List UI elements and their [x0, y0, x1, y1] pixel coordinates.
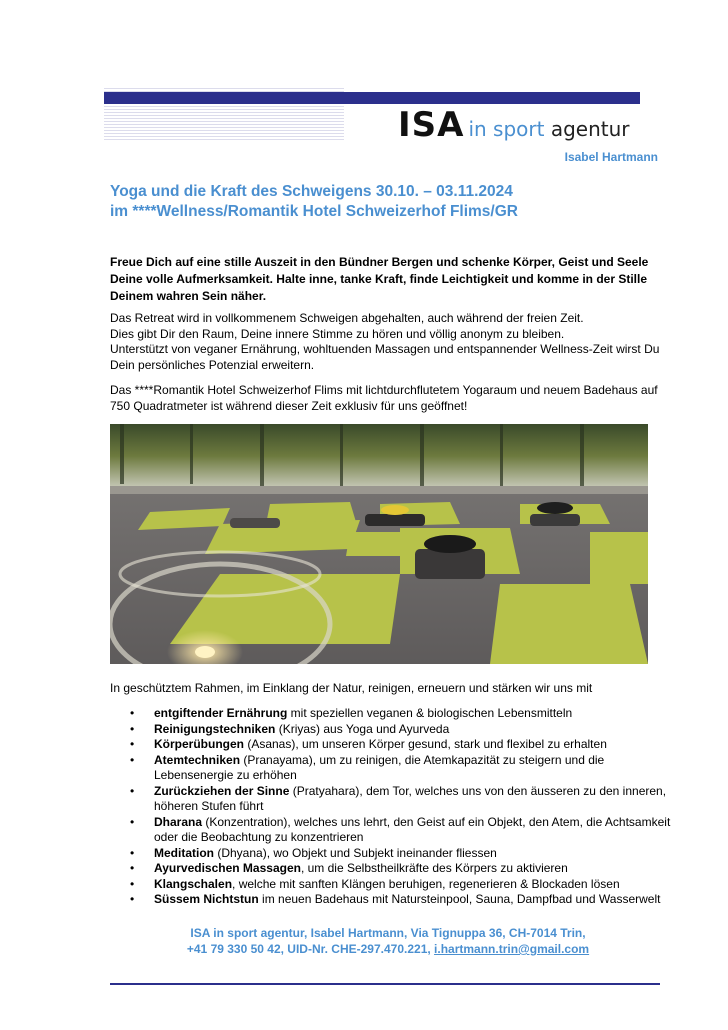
bullet-icon: • — [130, 876, 135, 891]
bullet-icon: • — [130, 737, 135, 751]
footer-contact — [110, 925, 666, 957]
feature-bold: Körperübungen — [154, 737, 244, 751]
features-list — [110, 706, 680, 908]
retreat-paragraph — [110, 311, 676, 373]
feature-bold: Dharana — [154, 814, 203, 829]
yoga-room-photo — [110, 424, 648, 664]
bullet-icon: • — [130, 783, 135, 798]
bullet-icon: • — [130, 721, 135, 736]
paragraph-line: Das Retreat wird in vollkommenem Schweigen abgehalten, auch während der freien Zeit. — [110, 311, 584, 325]
list-item — [110, 722, 680, 738]
page-title — [110, 182, 670, 222]
feature-text: im neuen Badehaus mit Natursteinpool, Sauna, Dampfbad und Wasserwelt — [258, 892, 661, 906]
feature-bold: Ayurvedischen Massagen — [154, 861, 301, 875]
feature-bold: Zurückziehen der Sinne — [154, 783, 290, 798]
features-lead: In geschütztem Rahmen, im Einklang der Natur, reinigen, erneuern und stärken wir uns mit — [110, 681, 593, 695]
list-item — [110, 815, 680, 846]
intro-paragraph: Freue Dich auf eine stille Auszeit in den Bündner Bergen und schenke Körper, Geist und Seele Deine volle Aufmerksamkeit. Halte inne, tanke Kraft, finde Leichtigkeit und komme in der Stille Deinem wahren Sein näher. — [110, 255, 649, 303]
list-item — [110, 737, 680, 753]
feature-text: , um die Selbstheilkräfte des Körpers zu aktivieren — [300, 861, 568, 875]
list-item — [110, 706, 680, 722]
feature-text: (Asanas), um unseren Körper gesund, stark und flexibel zu erhalten — [244, 737, 607, 751]
feature-bold: Reinigungstechniken — [154, 721, 276, 736]
logo-agentur-text: agentur — [550, 117, 630, 141]
footer-line-1: ISA in sport agentur, Isabel Hartmann, Via Tignuppa 36, CH-7014 Trin, — [190, 926, 586, 940]
feature-text: (Kriyas) aus Yoga und Ayurveda — [275, 721, 450, 736]
bullet-icon: • — [130, 814, 135, 829]
feature-bold: Atemtechniken — [154, 752, 241, 767]
paragraph-line: Dies gibt Dir den Raum, Deine innere Stimme zu hören und völlig anonym zu bleiben. — [110, 326, 565, 341]
title-line-1: Yoga und die Kraft des Schweigens 30.10. – 03.11.2024 — [110, 183, 513, 200]
list-item — [110, 892, 680, 908]
feature-bold: Süssem Nichtstun — [154, 892, 259, 906]
bullet-icon: • — [130, 752, 135, 767]
title-line-2: im ****Wellness/Romantik Hotel Schweizerhof Flims/GR — [110, 203, 518, 220]
feature-text: , welche mit sanften Klängen beruhigen, regenerieren & Blockaden lösen — [232, 876, 620, 891]
feature-text: (Pranayama), um zu reinigen, die Atemkapazität zu steigern und die Lebensenergie zu erhöhen — [154, 752, 605, 782]
list-item — [110, 784, 680, 815]
feature-text: mit speziellen veganen & biologischen Lebensmitteln — [287, 706, 573, 720]
list-item — [110, 753, 680, 784]
list-item — [110, 861, 680, 877]
bullet-icon: • — [130, 861, 135, 875]
email-link[interactable]: i.hartmann.trin@gmail.com — [434, 942, 590, 956]
paragraph-line: Unterstützt von veganer Ernährung, wohltuenden Massagen und entspannender Wellness-Zeit wirst Du Dein persönliches Potenzial erweitern. — [110, 342, 660, 372]
header-bar — [104, 92, 640, 104]
hotel-paragraph: Das ****Romantik Hotel Schweizerhof Flims mit lichtdurchflutetem Yogaraum und neuem Badehaus auf 750 Quadratmeter ist während dieser Zeit exklusiv für uns geöffnet! — [110, 383, 658, 413]
list-item — [110, 846, 680, 862]
logo-isa-text: ISA — [398, 105, 465, 145]
bullet-icon: • — [130, 892, 135, 906]
header-name: Isabel Hartmann — [564, 150, 658, 164]
footer-line-2 — [110, 941, 666, 957]
feature-bold: Klangschalen — [154, 876, 233, 891]
logo-in-sport-text: in sport — [468, 117, 545, 141]
feature-bold: Meditation — [154, 845, 214, 860]
footer-rule — [110, 983, 660, 985]
footer-phone-uid: +41 79 330 50 42, UID-Nr. CHE-297.470.221, — [186, 942, 435, 956]
list-item — [110, 877, 680, 893]
feature-bold: entgiftender Ernährung — [154, 706, 288, 720]
isa-logo — [398, 106, 660, 144]
feature-text: (Pratyahara), dem Tor, welches uns von den äusseren zu den inneren, höheren Stufen führt — [154, 783, 667, 813]
bullet-icon: • — [130, 706, 135, 720]
feature-text: (Konzentration), welches uns lehrt, den Geist auf ein Objekt, den Atem, die Achtsamkeit oder die Beobachtung zu konzentrieren — [154, 814, 671, 844]
feature-text: (Dhyana), wo Objekt und Subjekt ineinander fliessen — [214, 845, 497, 860]
bullet-icon: • — [130, 845, 135, 860]
